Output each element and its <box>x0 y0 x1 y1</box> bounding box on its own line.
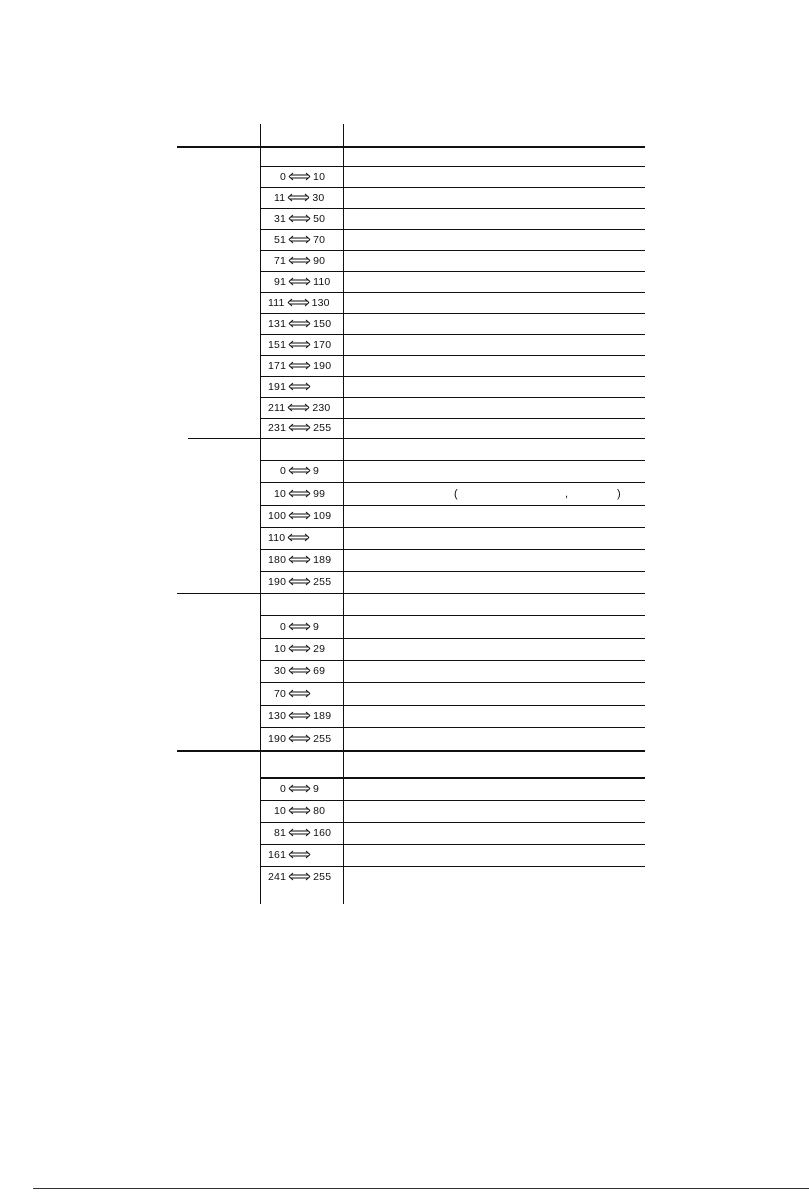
range-from: 10 <box>274 643 287 655</box>
range-from: 10 <box>274 805 287 817</box>
value-range <box>268 339 331 351</box>
range-to: 80 <box>313 805 326 817</box>
row-rule <box>260 187 645 188</box>
range-from: 110 <box>268 532 286 544</box>
range-from: 71 <box>274 255 287 267</box>
value-range <box>274 688 313 700</box>
range-to: 255 <box>313 871 332 883</box>
row-rule <box>260 229 645 230</box>
value-range <box>268 576 331 588</box>
value-range <box>268 510 331 522</box>
double-arrow-icon <box>288 555 311 564</box>
range-from: 0 <box>280 171 287 183</box>
double-arrow-icon <box>288 382 311 391</box>
row-rule <box>260 549 645 550</box>
range-from: 180 <box>268 554 287 566</box>
row-rule <box>260 615 645 616</box>
double-arrow-icon <box>288 689 311 698</box>
range-from: 91 <box>274 276 287 288</box>
page-bottom-line <box>33 1188 809 1189</box>
group-separator <box>177 750 645 752</box>
range-from: 0 <box>280 465 287 477</box>
double-arrow-icon <box>288 711 311 720</box>
value-range <box>268 849 313 861</box>
value-range <box>268 381 313 393</box>
range-from: 70 <box>274 688 287 700</box>
double-arrow-icon <box>288 622 311 631</box>
double-arrow-icon <box>288 734 311 743</box>
double-arrow-icon <box>288 784 311 793</box>
double-arrow-icon <box>288 666 311 675</box>
range-from: 0 <box>280 621 287 633</box>
double-arrow-icon <box>287 403 310 412</box>
range-from: 211 <box>268 402 286 414</box>
range-from: 190 <box>268 576 287 588</box>
range-to: 69 <box>313 665 326 677</box>
range-to: 170 <box>313 339 332 351</box>
range-from: 31 <box>274 213 287 225</box>
double-arrow-icon <box>288 256 311 265</box>
range-to: 130 <box>311 297 330 309</box>
double-arrow-icon <box>288 319 311 328</box>
range-from: 131 <box>268 318 287 330</box>
double-arrow-icon <box>288 489 311 498</box>
double-arrow-icon <box>288 806 311 815</box>
double-arrow-icon <box>288 644 311 653</box>
value-range <box>268 733 331 745</box>
double-arrow-icon <box>288 872 311 881</box>
value-range <box>268 318 331 330</box>
range-from: 191 <box>268 381 287 393</box>
double-arrow-icon <box>287 298 310 307</box>
row-rule <box>260 660 645 661</box>
range-to: 110 <box>313 276 331 288</box>
range-to: 10 <box>313 171 326 183</box>
double-arrow-icon <box>288 511 311 520</box>
range-to: 30 <box>312 192 325 204</box>
range-from: 81 <box>274 827 287 839</box>
range-from: 10 <box>274 488 287 500</box>
row-rule <box>260 777 645 779</box>
double-arrow-icon <box>288 423 311 432</box>
row-rule <box>260 571 645 572</box>
double-arrow-icon <box>288 577 311 586</box>
range-from: 190 <box>268 733 287 745</box>
description-mark: ) <box>617 488 621 500</box>
row-rule <box>260 313 645 314</box>
value-range <box>274 827 331 839</box>
value-range <box>268 871 331 883</box>
row-rule <box>260 250 645 251</box>
value-range <box>274 276 330 288</box>
range-to: 255 <box>313 576 332 588</box>
range-to: 50 <box>313 213 326 225</box>
range-from: 0 <box>280 783 287 795</box>
range-from: 231 <box>268 422 287 434</box>
value-range <box>280 621 319 633</box>
range-to: 29 <box>313 643 326 655</box>
range-to: 255 <box>313 733 332 745</box>
range-from: 161 <box>268 849 287 861</box>
double-arrow-icon <box>288 466 311 475</box>
value-range <box>274 643 325 655</box>
value-range <box>268 422 331 434</box>
value-range <box>274 213 325 225</box>
row-rule <box>260 376 645 377</box>
range-from: 11 <box>274 192 286 204</box>
value-range <box>268 360 331 372</box>
value-range <box>280 465 319 477</box>
double-arrow-icon <box>288 172 311 181</box>
description-mark: ( <box>454 488 458 500</box>
range-to: 189 <box>313 710 332 722</box>
range-to: 255 <box>313 422 332 434</box>
range-from: 51 <box>274 234 287 246</box>
double-arrow-icon <box>288 235 311 244</box>
value-range <box>274 805 325 817</box>
row-rule <box>260 705 645 706</box>
range-to: 160 <box>313 827 332 839</box>
double-arrow-icon <box>288 277 311 286</box>
row-rule <box>260 682 645 683</box>
range-to: 99 <box>313 488 326 500</box>
value-range <box>274 255 325 267</box>
range-to: 9 <box>313 465 320 477</box>
value-range <box>268 554 331 566</box>
value-range <box>268 297 330 309</box>
range-to: 70 <box>313 234 326 246</box>
row-rule <box>260 292 645 293</box>
range-from: 111 <box>268 297 285 309</box>
column-divider-channel <box>260 124 261 904</box>
row-rule <box>260 727 645 728</box>
value-range <box>274 665 325 677</box>
row-rule <box>260 208 645 209</box>
value-range <box>268 402 330 414</box>
group-separator <box>177 593 645 594</box>
range-to: 230 <box>312 402 331 414</box>
value-range <box>268 710 331 722</box>
row-rule <box>260 397 645 398</box>
row-rule <box>260 271 645 272</box>
double-arrow-icon <box>288 214 311 223</box>
double-arrow-icon <box>288 361 311 370</box>
value-range <box>280 171 325 183</box>
range-to: 189 <box>313 554 332 566</box>
row-rule <box>260 355 645 356</box>
range-from: 130 <box>268 710 287 722</box>
row-rule <box>260 638 645 639</box>
header-rule <box>177 146 645 148</box>
row-rule <box>260 334 645 335</box>
double-arrow-icon <box>287 533 310 542</box>
value-range <box>274 488 325 500</box>
range-to: 150 <box>313 318 332 330</box>
range-to: 190 <box>313 360 332 372</box>
range-to: 90 <box>313 255 326 267</box>
range-to: 9 <box>313 621 320 633</box>
row-rule <box>260 844 645 845</box>
double-arrow-icon <box>287 193 310 202</box>
row-rule <box>260 482 645 483</box>
double-arrow-icon <box>288 828 311 837</box>
range-from: 151 <box>268 339 287 351</box>
row-rule <box>260 166 645 167</box>
row-rule <box>260 822 645 823</box>
range-from: 241 <box>268 871 287 883</box>
row-rule <box>260 800 645 801</box>
range-to: 109 <box>313 510 332 522</box>
double-arrow-icon <box>288 850 311 859</box>
range-to: 9 <box>313 783 320 795</box>
row-rule <box>260 418 645 419</box>
group-separator <box>188 438 645 439</box>
range-from: 171 <box>268 360 287 372</box>
row-rule <box>260 505 645 506</box>
value-range <box>268 532 312 544</box>
value-range <box>280 783 319 795</box>
description-mark: , <box>565 488 569 500</box>
value-range <box>274 234 325 246</box>
row-rule <box>260 527 645 528</box>
row-rule <box>260 460 645 461</box>
column-divider-value <box>343 124 344 904</box>
range-from: 100 <box>268 510 287 522</box>
range-from: 30 <box>274 665 287 677</box>
double-arrow-icon <box>288 340 311 349</box>
value-range <box>274 192 324 204</box>
row-rule <box>260 866 645 867</box>
